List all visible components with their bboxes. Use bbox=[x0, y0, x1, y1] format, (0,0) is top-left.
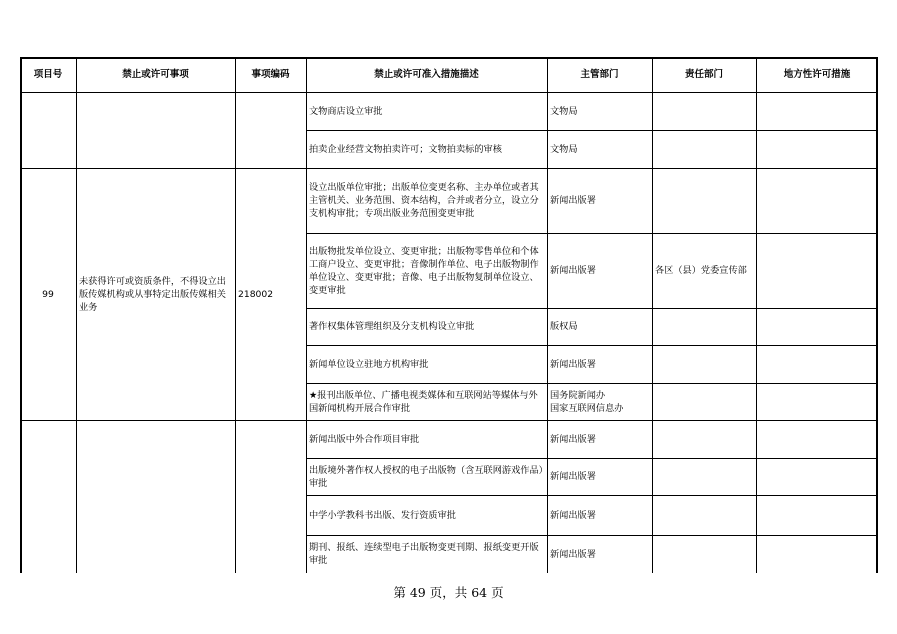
header-cell bbox=[235, 57, 306, 92]
competent-department bbox=[547, 495, 652, 535]
competent-department-text: 新闻出版署 bbox=[550, 265, 596, 276]
competent-department-text: 新闻出版署 bbox=[550, 433, 596, 445]
responsible-department bbox=[652, 233, 756, 308]
responsible-department-text: 各区（县）党委宣传部 bbox=[655, 265, 747, 276]
measure-description-text: 拍卖企业经营文物拍卖许可；文物拍卖标的审核 bbox=[309, 143, 502, 155]
measure-description-text: ★报刊出版单位、广播电视类媒体和互联网站等媒体与外国新闻机构开展合作审批 bbox=[309, 389, 538, 414]
measure-description bbox=[306, 383, 547, 420]
measure-description bbox=[306, 308, 547, 345]
measure-description bbox=[306, 130, 547, 168]
header-cell bbox=[76, 57, 235, 92]
competent-department bbox=[547, 458, 652, 495]
competent-department bbox=[547, 308, 652, 345]
measure-description-text: 中学小学教科书出版、发行资质审批 bbox=[309, 509, 456, 521]
item-code bbox=[235, 168, 306, 420]
header-cell-text: 地方性许可措施 bbox=[783, 69, 851, 80]
competent-department-text: 新闻出版署 bbox=[550, 195, 596, 206]
competent-department bbox=[547, 92, 652, 130]
header-cell bbox=[20, 57, 76, 92]
item-name-text: 未获得许可或资质条件，不得设立出版传媒机构或从事特定出版传媒相关业务 bbox=[79, 275, 226, 313]
competent-department-text: 新闻出版署 bbox=[550, 548, 596, 560]
competent-department-text: 文物局 bbox=[550, 105, 578, 117]
measure-description-text: 新闻单位设立驻地方机构审批 bbox=[309, 358, 429, 370]
measure-description-text: 著作权集体管理组织及分支机构设立审批 bbox=[309, 321, 475, 332]
item-number-text: 99 bbox=[42, 288, 54, 300]
measure-description-text: 文物商店设立审批 bbox=[309, 105, 383, 117]
header-cell-text: 项目号 bbox=[33, 69, 63, 80]
measure-description-text: 期刊、报纸、连续型电子出版物变更刊期、报纸变更开版审批 bbox=[309, 542, 539, 566]
footer-suffix: 页 bbox=[491, 585, 504, 600]
footer-middle: 页，共 bbox=[429, 585, 468, 600]
competent-department bbox=[547, 420, 652, 458]
header-cell bbox=[652, 57, 756, 92]
measure-description bbox=[306, 535, 547, 573]
competent-department-text: 新闻出版署 bbox=[550, 471, 596, 482]
measure-description bbox=[306, 168, 547, 233]
measure-description bbox=[306, 92, 547, 130]
measure-description-text: 出版物批发单位设立、变更审批；出版物零售单位和个体工商户设立、变更审批；音像制作单位、电子出版物制作单位设立、变更审批；音像、电子出版物复制单位设立、变更审批 bbox=[309, 245, 539, 296]
measure-description bbox=[306, 495, 547, 535]
footer-total-pages: 64 bbox=[471, 585, 488, 600]
competent-department bbox=[547, 168, 652, 233]
competent-department-text: 文物局 bbox=[550, 143, 578, 155]
competent-department-text: 新闻出版署 bbox=[550, 509, 596, 521]
measure-description bbox=[306, 420, 547, 458]
header-cell-text: 事项编码 bbox=[251, 69, 290, 80]
measure-description bbox=[306, 458, 547, 495]
header-cell-text: 禁止或许可事项 bbox=[122, 69, 189, 80]
competent-department bbox=[547, 130, 652, 168]
measure-description bbox=[306, 345, 547, 383]
competent-department bbox=[547, 535, 652, 573]
competent-department bbox=[547, 345, 652, 383]
measure-description-text: 设立出版单位审批；出版单位变更名称、主办单位或者其主管机关、业务范围、资本结构，合并或者分立，设立分支机构审批；专项出版业务范围变更审批 bbox=[309, 182, 539, 219]
measure-description bbox=[306, 233, 547, 308]
item-number bbox=[20, 168, 76, 420]
item-name bbox=[76, 168, 235, 420]
competent-department-text: 国务院新闻办 国家互联网信息办 bbox=[550, 389, 624, 414]
header-cell-text: 责任部门 bbox=[684, 69, 723, 80]
footer-page-number: 49 bbox=[409, 585, 426, 600]
competent-department-text: 新闻出版署 bbox=[550, 358, 596, 370]
competent-department-text: 版权局 bbox=[550, 321, 578, 332]
permit-table bbox=[20, 57, 878, 573]
footer-prefix: 第 bbox=[393, 585, 406, 600]
item-code-text: 218002 bbox=[238, 288, 274, 300]
competent-department bbox=[547, 383, 652, 420]
competent-department bbox=[547, 233, 652, 308]
header-cell bbox=[547, 57, 652, 92]
header-cell-text: 主管部门 bbox=[580, 69, 619, 80]
header-cell bbox=[306, 57, 547, 92]
header-cell-text: 禁止或许可准入措施描述 bbox=[374, 69, 479, 80]
measure-description-text: 新闻出版中外合作项目审批 bbox=[309, 433, 420, 445]
page-footer bbox=[0, 583, 897, 601]
header-cell bbox=[756, 57, 878, 92]
measure-description-text: 出版境外著作权人授权的电子出版物（含互联网游戏作品）审批 bbox=[309, 464, 544, 489]
